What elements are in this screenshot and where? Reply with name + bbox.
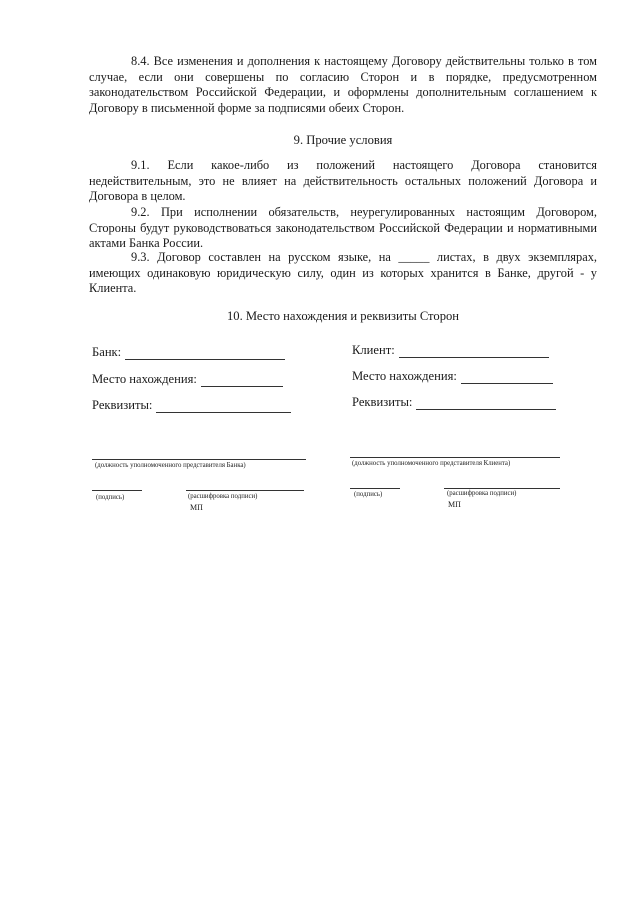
client-details-field (352, 394, 556, 410)
clause-8-4: 8.4. Все изменения и дополнения к настоящему Договору действительны только в том случае, если они совершены по согласию Сторон и в порядке, предусмотренном законодательством Российской Федерации, и оформлены дополнительным соглашением к Договору в письменной форме за подписями обеих Сторон. (89, 54, 597, 115)
section-9-title: 9. Прочие условия (293, 133, 393, 147)
bank-label: Банк: (92, 345, 122, 359)
client-position-line (350, 457, 560, 458)
client-location-fill-line (461, 371, 553, 384)
bank-details-label: Реквизиты: (92, 398, 153, 412)
client-stamp-mark: МП (448, 500, 461, 509)
clause-9-3: 9.3. Договор составлен на русском языке, на _____ листах, в двух экземплярах, имеющих одинаковую юридическую силу, один из которых хранится в Банке, другой - у Клиента. (89, 250, 597, 296)
clause-9-2: 9.2. При исполнении обязательств, неурегулированных настоящим Договором, Стороны будут руководствоваться законодательством Российской Федерации и нормативными актами Банка России. (89, 205, 597, 251)
client-location-label: Место нахождения: (352, 369, 457, 383)
bank-signature-caption: (подпись) (96, 494, 125, 501)
bank-fill-line (125, 347, 285, 360)
client-signature-caption: (подпись) (354, 491, 383, 498)
client-location-field (352, 368, 553, 384)
client-signature-line (350, 488, 400, 489)
bank-location-label: Место нахождения: (92, 372, 197, 386)
section-10-title: 10. Место нахождения и реквизиты Сторон (226, 309, 460, 323)
bank-decode-line (186, 490, 304, 491)
client-decode-caption: (расшифровка подписи) (447, 490, 517, 497)
client-field (352, 342, 549, 358)
client-position-caption: (должность уполномоченного представителя Клиента) (352, 460, 511, 467)
client-details-fill-line (416, 397, 556, 410)
bank-details-field (92, 397, 291, 413)
client-fill-line (399, 345, 549, 358)
bank-decode-caption: (расшифровка подписи) (188, 493, 258, 500)
client-decode-line (444, 488, 560, 489)
bank-position-caption: (должность уполномоченного представителя Банка) (95, 462, 246, 469)
bank-details-fill-line (156, 400, 291, 413)
bank-location-fill-line (201, 374, 283, 387)
bank-location-field (92, 371, 283, 387)
client-details-label: Реквизиты: (352, 395, 413, 409)
bank-signature-line (92, 490, 142, 491)
bank-field (92, 344, 285, 360)
client-label: Клиент: (352, 343, 395, 357)
bank-stamp-mark: МП (190, 503, 203, 512)
clause-9-1: 9.1. Если какое-либо из положений настоящего Договора становится недействительным, это не влияет на действительность остальных положений Договора и Договора в целом. (89, 158, 597, 204)
bank-position-line (92, 459, 306, 460)
